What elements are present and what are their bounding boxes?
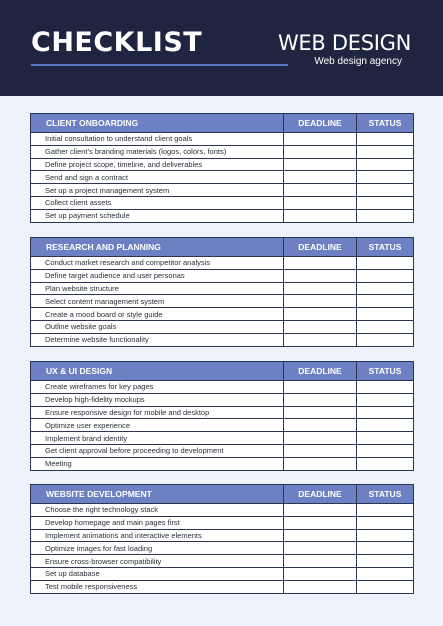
deadline-cell[interactable] (284, 406, 357, 419)
table-row (31, 381, 414, 394)
task-cell: Select content management system (31, 295, 284, 308)
task-cell: Ensure responsive design for mobile and desktop (31, 406, 284, 419)
section-title: UX & UI DESIGN (31, 362, 284, 381)
status-cell[interactable] (357, 457, 414, 470)
status-cell[interactable] (357, 580, 414, 593)
table-row (31, 133, 414, 146)
status-cell[interactable] (357, 295, 414, 308)
status-cell[interactable] (357, 184, 414, 197)
status-cell[interactable] (357, 419, 414, 432)
title-underline (31, 64, 288, 66)
table-header-row (31, 362, 414, 381)
deadline-cell[interactable] (284, 133, 357, 146)
table-row (31, 196, 414, 209)
task-cell: Create wireframes for key pages (31, 381, 284, 394)
task-cell: Develop homepage and main pages first (31, 516, 284, 529)
brand-name: WEB DESIGN (277, 31, 411, 55)
checklist-table-client-onboarding (30, 113, 414, 223)
task-cell: Initial consultation to understand client goals (31, 133, 284, 146)
task-cell: Create a mood board or style guide (31, 308, 284, 321)
status-column-header: STATUS (357, 362, 414, 381)
task-cell: Optimize images for fast loading (31, 542, 284, 555)
page-title: CHECKLIST (31, 27, 203, 58)
table-row (31, 542, 414, 555)
status-cell[interactable] (357, 542, 414, 555)
status-cell[interactable] (357, 432, 414, 445)
status-column-header: STATUS (357, 238, 414, 257)
deadline-cell[interactable] (284, 209, 357, 222)
table-row (31, 567, 414, 580)
status-cell[interactable] (357, 555, 414, 568)
section-title: CLIENT ONBOARDING (31, 114, 284, 133)
table-row (31, 320, 414, 333)
deadline-cell[interactable] (284, 444, 357, 457)
deadline-cell[interactable] (284, 308, 357, 321)
status-cell[interactable] (357, 320, 414, 333)
deadline-cell[interactable] (284, 432, 357, 445)
table-row (31, 158, 414, 171)
status-cell[interactable] (357, 529, 414, 542)
deadline-cell[interactable] (284, 529, 357, 542)
deadline-cell[interactable] (284, 516, 357, 529)
header-banner (0, 0, 443, 96)
table-row (31, 308, 414, 321)
status-cell[interactable] (357, 444, 414, 457)
status-cell[interactable] (357, 257, 414, 270)
deadline-cell[interactable] (284, 320, 357, 333)
task-cell: Meeting (31, 457, 284, 470)
brand-tagline: Web design agency (314, 56, 402, 67)
table-row (31, 269, 414, 282)
task-cell: Set up database (31, 567, 284, 580)
deadline-cell[interactable] (284, 158, 357, 171)
deadline-cell[interactable] (284, 333, 357, 346)
checklist-table-ux-ui-design (30, 361, 414, 471)
task-cell: Determine website functionality (31, 333, 284, 346)
table-row (31, 145, 414, 158)
table-row (31, 419, 414, 432)
table-row (31, 333, 414, 346)
checklist-table-research-planning (30, 237, 414, 347)
status-cell[interactable] (357, 567, 414, 580)
task-cell: Test mobile responsiveness (31, 580, 284, 593)
table-row (31, 171, 414, 184)
task-cell: Outline website goals (31, 320, 284, 333)
table-row (31, 282, 414, 295)
task-cell: Plan website structure (31, 282, 284, 295)
table-row (31, 184, 414, 197)
task-cell: Get client approval before proceeding to development (31, 444, 284, 457)
table-header-row (31, 485, 414, 504)
task-cell: Ensure cross-browser compatibility (31, 555, 284, 568)
status-cell[interactable] (357, 308, 414, 321)
status-cell[interactable] (357, 406, 414, 419)
deadline-cell[interactable] (284, 381, 357, 394)
task-cell: Conduct market research and competitor analysis (31, 257, 284, 270)
table-row (31, 444, 414, 457)
table-row (31, 406, 414, 419)
table-header-row (31, 114, 414, 133)
status-cell[interactable] (357, 145, 414, 158)
table-row (31, 516, 414, 529)
table-row (31, 529, 414, 542)
table-row (31, 393, 414, 406)
deadline-cell[interactable] (284, 580, 357, 593)
deadline-cell[interactable] (284, 393, 357, 406)
status-cell[interactable] (357, 133, 414, 146)
deadline-cell[interactable] (284, 295, 357, 308)
status-cell[interactable] (357, 504, 414, 517)
status-cell[interactable] (357, 393, 414, 406)
table-row (31, 504, 414, 517)
section-title: WEBSITE DEVELOPMENT (31, 485, 284, 504)
deadline-cell[interactable] (284, 419, 357, 432)
table-row (31, 457, 414, 470)
deadline-cell[interactable] (284, 257, 357, 270)
table-row (31, 257, 414, 270)
table-row (31, 580, 414, 593)
status-cell[interactable] (357, 196, 414, 209)
status-cell[interactable] (357, 282, 414, 295)
deadline-cell[interactable] (284, 145, 357, 158)
deadline-cell[interactable] (284, 504, 357, 517)
deadline-column-header: DEADLINE (284, 485, 357, 504)
status-cell[interactable] (357, 381, 414, 394)
task-cell: Collect client assets (31, 196, 284, 209)
deadline-cell[interactable] (284, 555, 357, 568)
task-cell: Develop high-fidelity mockups (31, 393, 284, 406)
task-cell: Implement brand identity (31, 432, 284, 445)
status-cell[interactable] (357, 333, 414, 346)
status-cell[interactable] (357, 269, 414, 282)
deadline-cell[interactable] (284, 282, 357, 295)
table-row (31, 432, 414, 445)
status-cell[interactable] (357, 516, 414, 529)
deadline-cell[interactable] (284, 171, 357, 184)
task-cell: Choose the right technology stack (31, 504, 284, 517)
task-cell: Set up a project management system (31, 184, 284, 197)
status-column-header: STATUS (357, 114, 414, 133)
deadline-cell[interactable] (284, 457, 357, 470)
table-row (31, 209, 414, 222)
status-cell[interactable] (357, 171, 414, 184)
deadline-cell[interactable] (284, 196, 357, 209)
task-cell: Gather client’s branding materials (logos, colors, fonts) (31, 145, 284, 158)
deadline-cell[interactable] (284, 269, 357, 282)
task-cell: Optimize user experience (31, 419, 284, 432)
task-cell: Define target audience and user personas (31, 269, 284, 282)
deadline-column-header: DEADLINE (284, 362, 357, 381)
task-cell: Set up payment schedule (31, 209, 284, 222)
checklist-table-website-development (30, 484, 414, 594)
section-title: RESEARCH AND PLANNING (31, 238, 284, 257)
deadline-column-header: DEADLINE (284, 238, 357, 257)
table-header-row (31, 238, 414, 257)
table-row (31, 295, 414, 308)
task-cell: Implement animations and interactive elements (31, 529, 284, 542)
deadline-column-header: DEADLINE (284, 114, 357, 133)
deadline-cell[interactable] (284, 542, 357, 555)
task-cell: Define project scope, timeline, and deliverables (31, 158, 284, 171)
status-cell[interactable] (357, 209, 414, 222)
status-cell[interactable] (357, 158, 414, 171)
table-row (31, 555, 414, 568)
task-cell: Send and sign a contract (31, 171, 284, 184)
deadline-cell[interactable] (284, 184, 357, 197)
status-column-header: STATUS (357, 485, 414, 504)
deadline-cell[interactable] (284, 567, 357, 580)
